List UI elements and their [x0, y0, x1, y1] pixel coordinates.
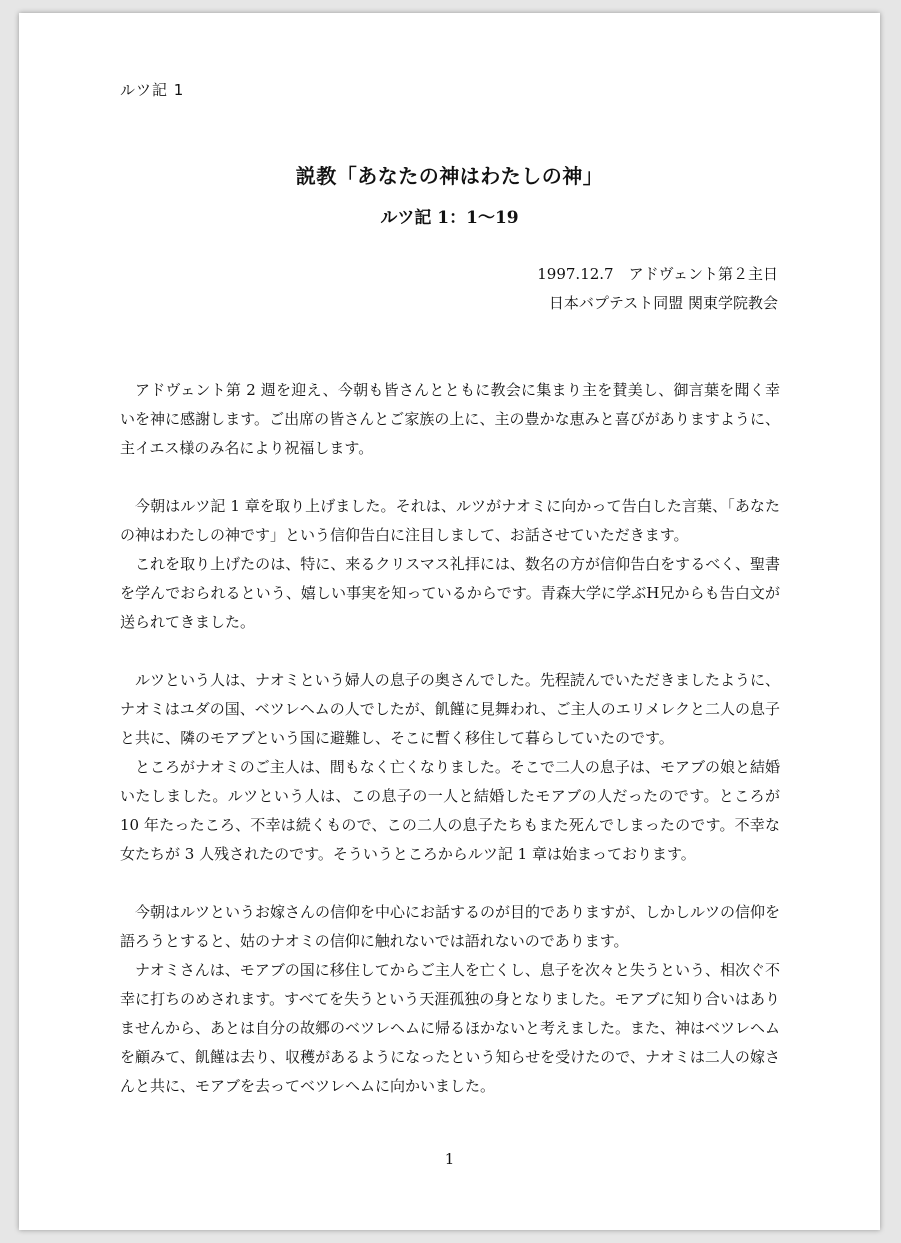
document-page: [19, 13, 880, 1230]
paragraph: アドヴェント第 2 週を迎え、今朝も皆さんとともに教会に集まり主を賛美し、御言葉を聞く幸いを神に感謝します。ご出席の皆さんとご家族の上に、主の豊かな恵みと喜びがありますように、主イエス様のみ名により祝福します。: [120, 381, 780, 457]
running-header: ルツ記 1: [120, 81, 185, 99]
paragraph: ルツという人は、ナオミという婦人の息子の奥さんでした。先程読んでいただきましたように、ナオミはユダの国、ベツレヘムの人でしたが、飢饉に見舞われ、ご主人のエリメレクと二人の息子と共に、隣のモアブという国に避難し、そこに暫く移住して暮らしていたのです。: [120, 671, 781, 747]
paragraph: 今朝はルツというお嫁さんの信仰を中心にお話するのが目的でありますが、しかしルツの信仰を語ろうとすると、姑のナオミの信仰に触れないでは語れないのであります。: [120, 903, 781, 950]
page-number: 1: [444, 1150, 455, 1168]
paragraph: ところがナオミのご主人は、間もなく亡くなりました。そこで二人の息子は、モアブの娘と結婚いたしました。ルツという人は、この息子の一人と結婚したモアブの人だったのです。ところが 10 年たったころ、不幸は続くもので、この二人の息子たちもまた死んでしまったのです。不幸な女たちが 3 人残されたのです。そういうところからルツ記 1 章は始まっております。: [120, 758, 780, 863]
sermon-title: 説教「あなたの神はわたしの神」: [295, 164, 604, 188]
sermon-body: [120, 376, 780, 1101]
paragraph: 今朝はルツ記 1 章を取り上げました。それは、ルツがナオミに向かって告白した言葉、「あなたの神はわたしの神です」という信仰告白に注目しまして、お話させていただきます。: [120, 497, 780, 544]
date-line: 1997.12.7 アドヴェント第２主日: [537, 265, 778, 283]
paragraph: ナオミさんは、モアブの国に移住してからご主人を亡くし、息子を次々と失うという、相次ぐ不幸に打ちのめされます。すべてを失うという天涯孤独の身となりました。モアブに知り合いはありませんから、あとは自分の故郷のベツレヘムに帰るほかないと考えました。また、神はベツレヘムを顧みて、飢饉は去り、収穫があるようになったという知らせを受けたので、ナオミは二人の嫁さんと共に、モアブを去ってベツレヘムに向かいました。: [120, 961, 781, 1095]
paragraph: これを取り上げたのは、特に、来るクリスマス礼拝には、数名の方が信仰告白をするべく、聖書を学んでおられるという、嬉しい事実を知っているからです。青森大学に学ぶH兄からも告白文が送られてきました。: [120, 555, 780, 631]
church-line: 日本バプテスト同盟 関東学院教会: [548, 294, 778, 312]
scripture-reference: ルツ記 1：1〜19: [380, 208, 519, 228]
